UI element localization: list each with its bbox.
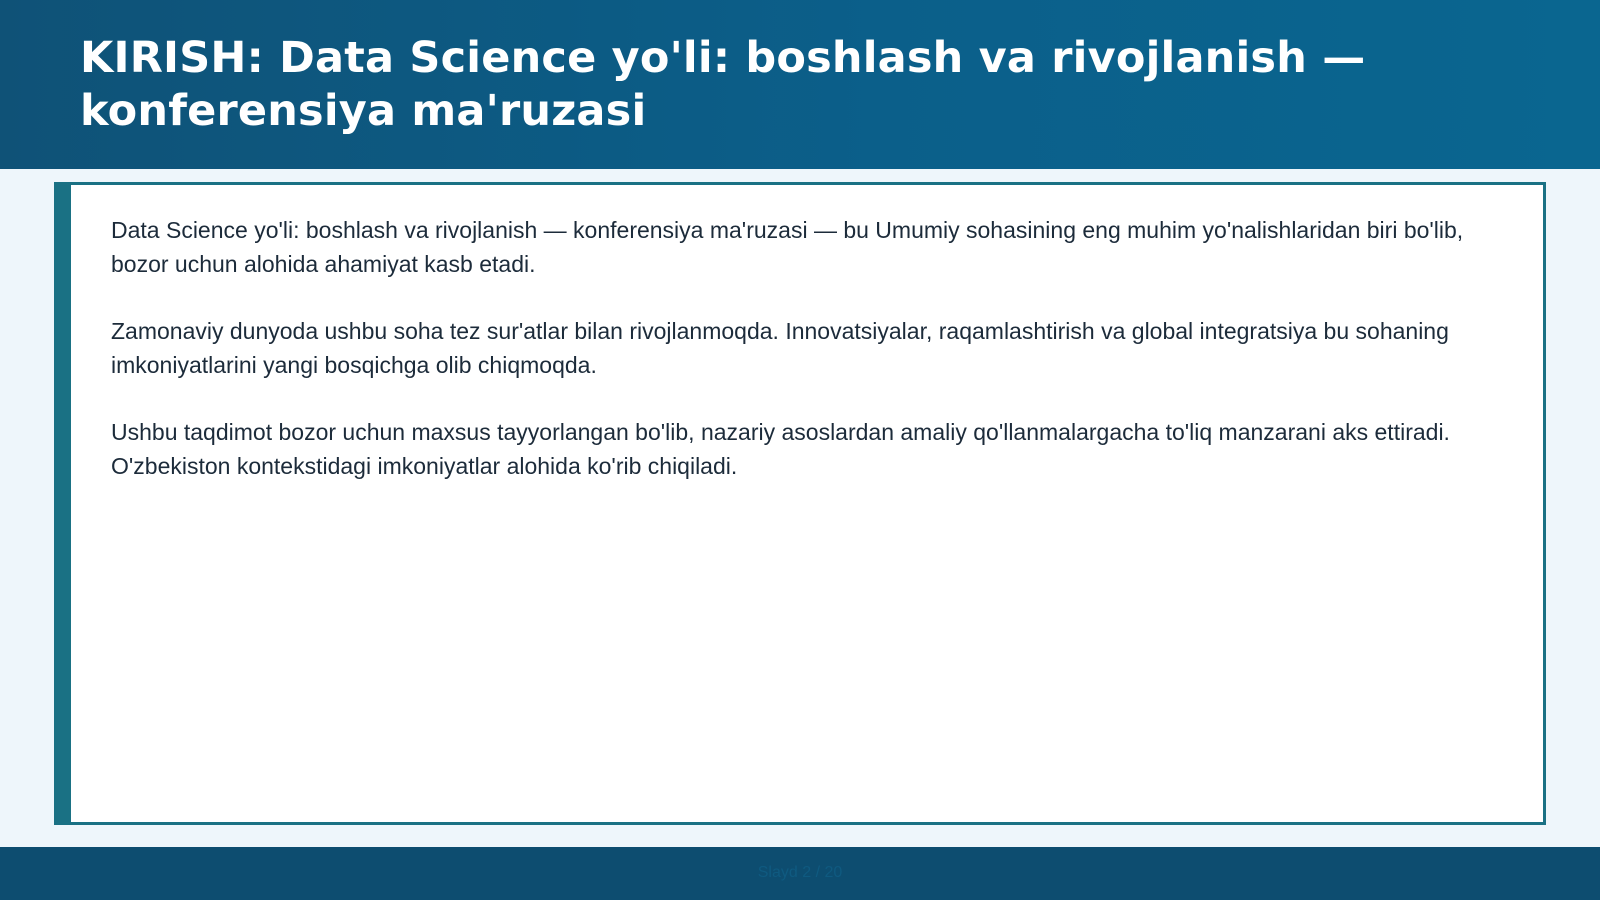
content-body xyxy=(111,213,1511,516)
slide-footer xyxy=(0,847,1600,900)
paragraph-intro: Data Science yo'li: boshlash va rivojlanish — konferensiya ma'ruzasi — bu Umumiy sohasining eng muhim yo'nalishlaridan biri bo'lib, bozor uchun alohida ahamiyat kasb etadi. xyxy=(111,217,1464,277)
slide-title: KIRISH: Data Science yo'li: boshlash va rivojlanish — konferensiya ma'ruzasi xyxy=(80,33,1366,136)
slide-number: Slayd 2 / 20 xyxy=(757,864,843,881)
paragraph-modern-world: Zamonaviy dunyoda ushbu soha tez sur'atlar bilan rivojlanmoqda. Innovatsiyalar, raqamlashtirish va global integratsiya bu sohaning imkoniyatlarini yangi bosqichga olib chiqmoqda. xyxy=(111,318,1449,378)
paragraph-presentation-purpose: Ushbu taqdimot bozor uchun maxsus tayyorlangan bo'lib, nazariy asoslardan amaliy qo'llanmalargacha to'liq manzarani aks ettiradi. O'zbekiston kontekstidagi imkoniyatlar alohida ko'rib chiqiladi. xyxy=(111,419,1450,479)
content-card xyxy=(54,182,1546,825)
slide-header xyxy=(0,0,1600,169)
